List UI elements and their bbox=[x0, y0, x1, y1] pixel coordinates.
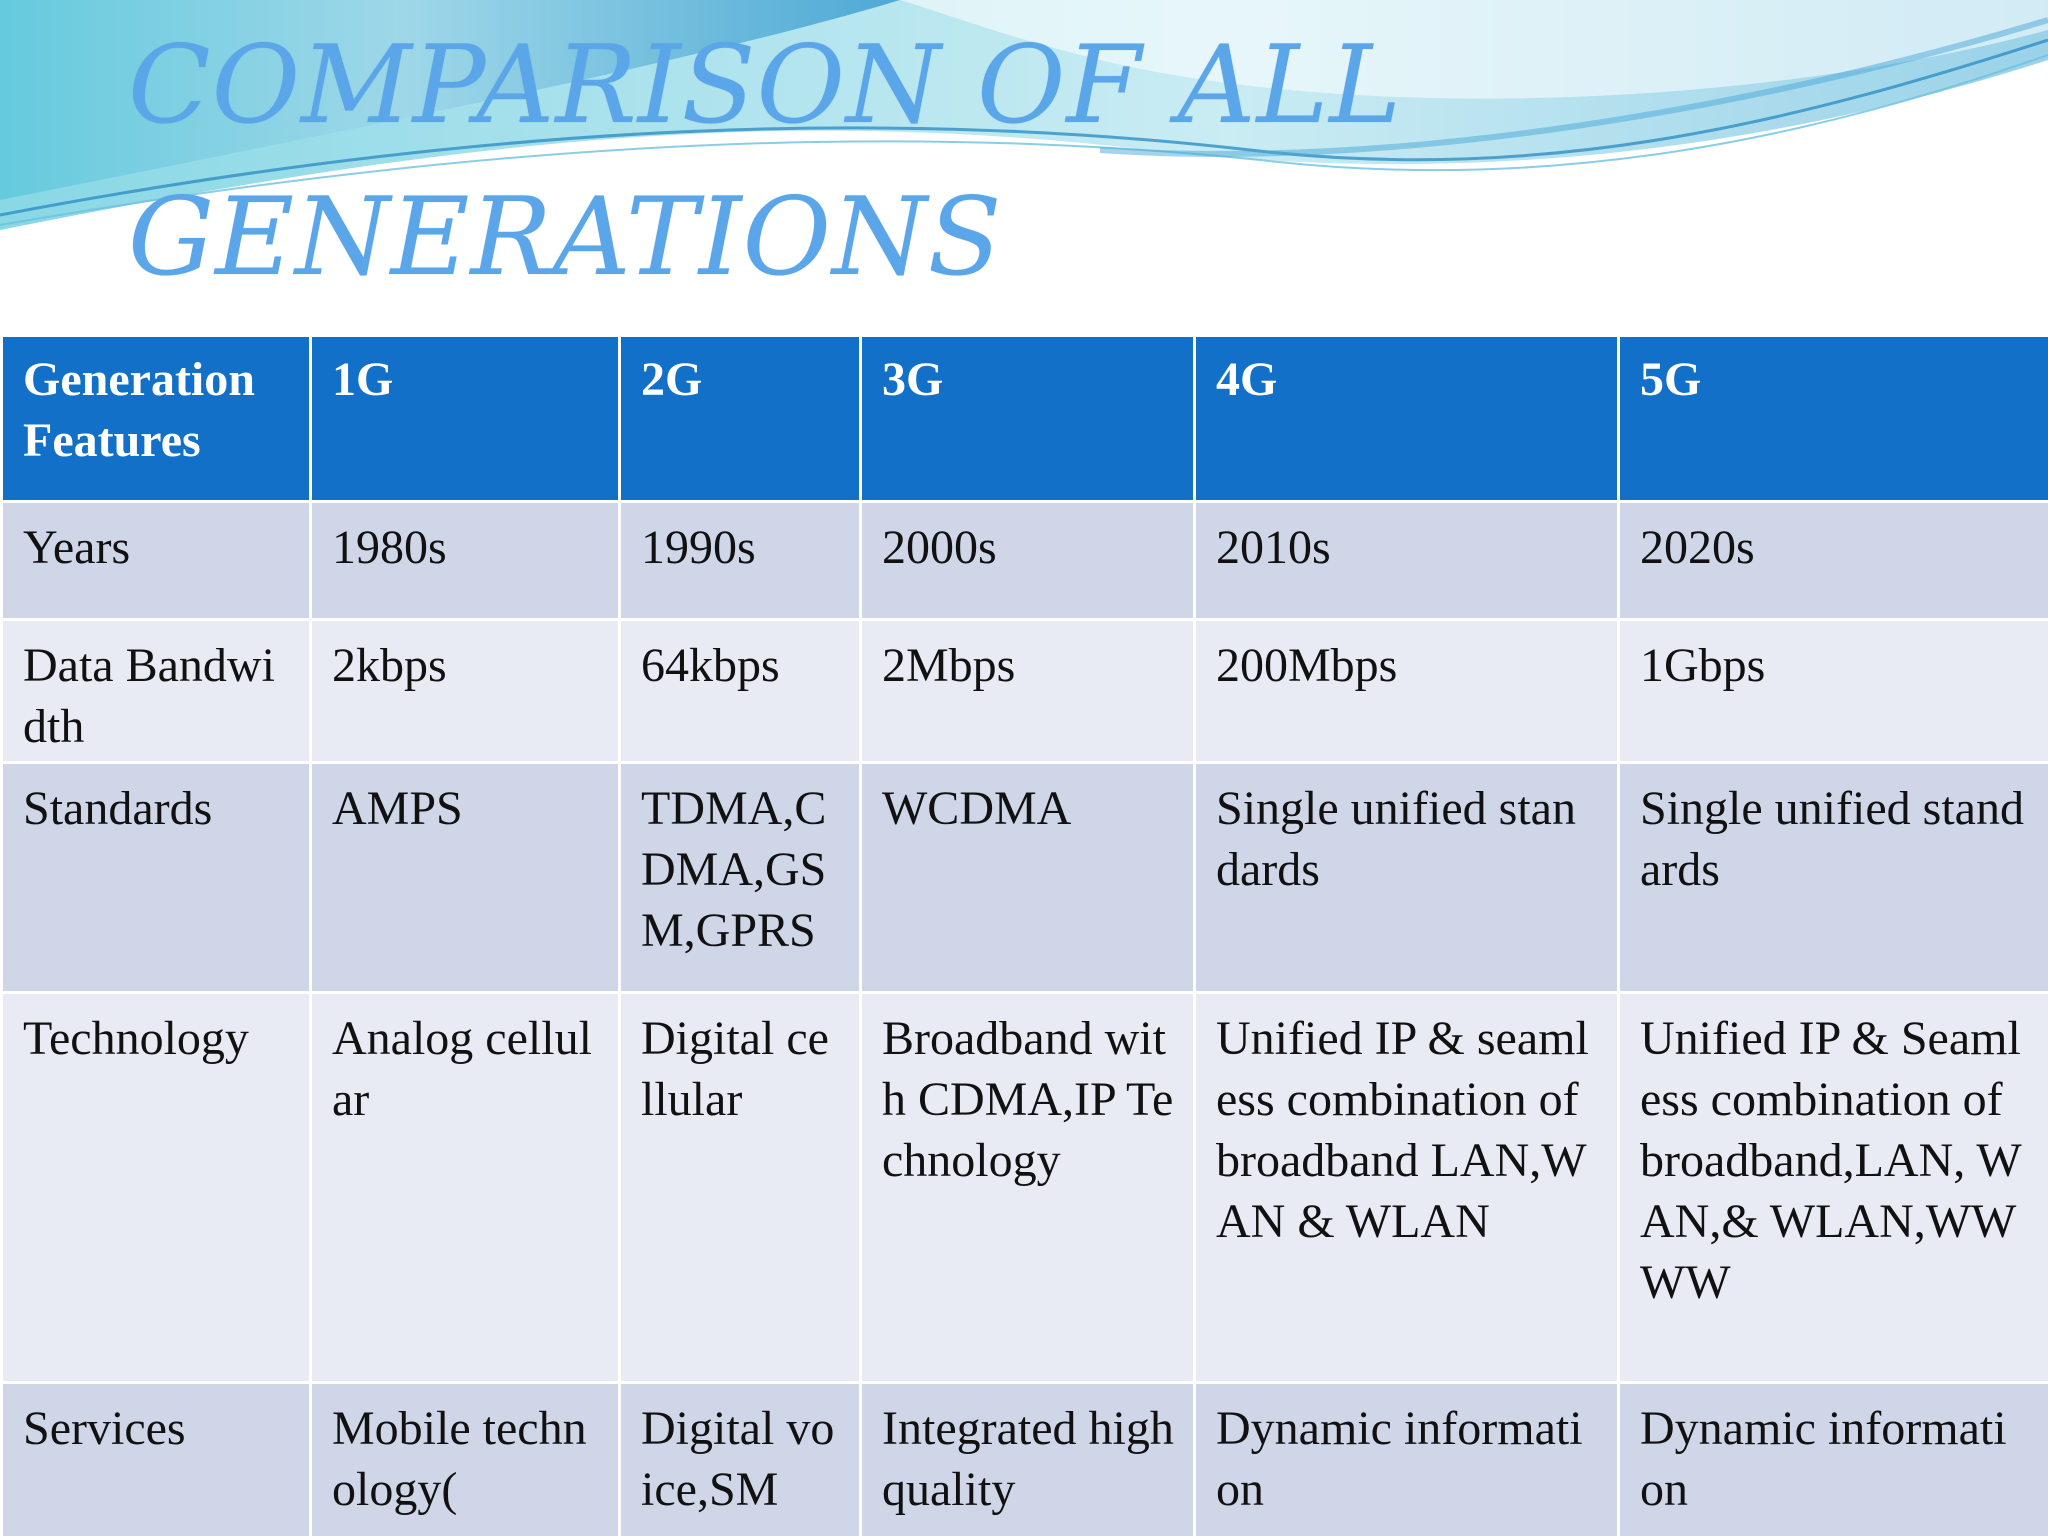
table-row-standards bbox=[2, 763, 2048, 993]
table-cell: 64kbps bbox=[620, 620, 861, 763]
table-cell: Single unified standards bbox=[1619, 763, 2048, 993]
table-cell: 200Mbps bbox=[1195, 620, 1619, 763]
table-cell: Dynamic information bbox=[1195, 1383, 1619, 1536]
table-cell: AMPS bbox=[311, 763, 620, 993]
table-cell: 1980s bbox=[311, 502, 620, 620]
title-line-2: GENERATIONS bbox=[128, 175, 1003, 300]
header-cell-features: Generation Features bbox=[2, 336, 311, 502]
table-header-row bbox=[2, 336, 2048, 502]
table-row-technology bbox=[2, 993, 2048, 1383]
table-cell: Integrated high quality bbox=[861, 1383, 1195, 1536]
table-cell: Unified IP & Seamless combination of broadband,LAN, WAN,& WLAN,WWWW bbox=[1619, 993, 2048, 1383]
comparison-table-container bbox=[0, 334, 2048, 1536]
table-cell: 1990s bbox=[620, 502, 861, 620]
table-cell: 1Gbps bbox=[1619, 620, 2048, 763]
header-cell-1g: 1G bbox=[311, 336, 620, 502]
header-cell-5g: 5G bbox=[1619, 336, 2048, 502]
slide-title bbox=[128, 10, 1402, 314]
table-cell: WCDMA bbox=[861, 763, 1195, 993]
table-row-data-bandwidth bbox=[2, 620, 2048, 763]
table-cell: Digital cellular bbox=[620, 993, 861, 1383]
comparison-table bbox=[0, 334, 2048, 1536]
table-cell: Digital voice,SM bbox=[620, 1383, 861, 1536]
table-cell: Dynamic information bbox=[1619, 1383, 2048, 1536]
table-cell: TDMA,CDMA,GSM,GPRS bbox=[620, 763, 861, 993]
row-label: Years bbox=[2, 502, 311, 620]
table-cell: 2000s bbox=[861, 502, 1195, 620]
table-row-years bbox=[2, 502, 2048, 620]
table-cell: 2kbps bbox=[311, 620, 620, 763]
header-cell-3g: 3G bbox=[861, 336, 1195, 502]
header-cell-2g: 2G bbox=[620, 336, 861, 502]
table-row-services bbox=[2, 1383, 2048, 1536]
table-cell: 2Mbps bbox=[861, 620, 1195, 763]
table-cell: Mobile technology( bbox=[311, 1383, 620, 1536]
title-line-1: COMPARISON OF ALL bbox=[128, 23, 1403, 148]
row-label: Technology bbox=[2, 993, 311, 1383]
table-cell: 2020s bbox=[1619, 502, 2048, 620]
table-cell: 2010s bbox=[1195, 502, 1619, 620]
table-cell: Single unified standards bbox=[1195, 763, 1619, 993]
row-label: Standards bbox=[2, 763, 311, 993]
row-label: Services bbox=[2, 1383, 311, 1536]
table-cell: Broadband with CDMA,IP Technology bbox=[861, 993, 1195, 1383]
row-label: Data Bandwidth bbox=[2, 620, 311, 763]
table-cell: Analog cellular bbox=[311, 993, 620, 1383]
header-cell-4g: 4G bbox=[1195, 336, 1619, 502]
table-cell: Unified IP & seamless combination of broadband LAN,WAN & WLAN bbox=[1195, 993, 1619, 1383]
